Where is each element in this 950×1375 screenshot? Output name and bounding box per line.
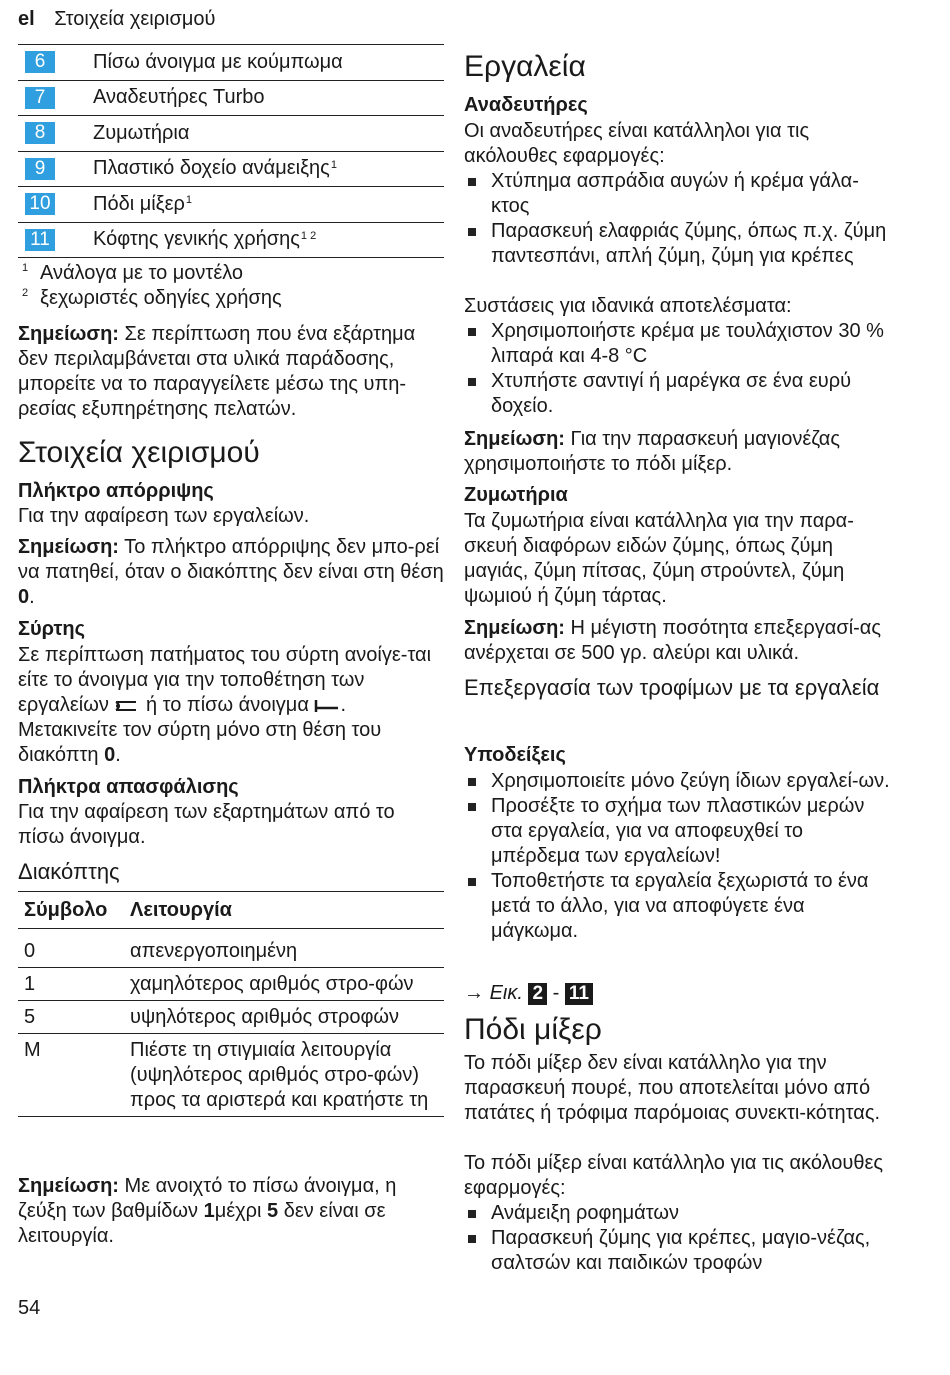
bullet-list [464,169,894,269]
subheading: Πλήκτρα απασφάλισης [18,776,239,798]
parts-table [18,44,444,258]
part-number-badge: 10 [25,193,55,215]
subheading: Αναδευτήρες [464,94,588,116]
note-paragraph: Σημείωση: Με ανοιχτό το πίσω άνοιγμα, η ζεύξη των βαθμίδων 1μέχρι 5 δεν είναι σε λειτουργία. [18,1175,397,1247]
section-heading: Πόδι μίξερ [464,1013,602,1046]
switch-table-row: M Πιέστε τη στιγμιαία λειτουργία (υψηλότερος αριθμός στρο-φών) προς τα αριστερά και κρατήστε τη [18,1034,444,1117]
language-code: el [18,8,35,30]
list-item: Χρησιμοποιήστε κρέμα με τουλάχιστον 30 % λιπαρά και 4-8 °C [464,319,894,369]
paragraph: Συστάσεις για ιδανικά αποτελέσματα: [464,295,792,317]
arrow-icon: → [464,982,484,1004]
parts-row [18,81,444,117]
part-number-badge: 6 [25,51,55,73]
note-paragraph: Σημείωση: Η μέγιστη ποσότητα επεξεργασί-ας ανέρχεται σε 500 γρ. αλεύρι και υλικά. [464,617,882,664]
paragraph: Σε περίπτωση πατήματος του σύρτη ανοίγε-ται είτε το άνοιγμα για την τοποθέτηση των εργαλείων ή το πίσω άνοιγμα . Μετακινείτε τον σύρτη μόνο στη θέση του διακόπτη 0. [18,644,432,766]
figure-badge: 11 [565,983,593,1005]
footnote: 1 Ανάλογα με το μοντέλο [22,262,244,284]
part-label: Πίσω άνοιγμα με κούμπωμα [93,50,343,73]
subheading: Επεξεργασία των τροφίμων με τα εργαλεία [464,675,880,700]
list-item: Τοποθετήστε τα εργαλεία ξεχωριστά το ένα μετά το άλλο, για να αποφύγετε ένα μάγκωμα. [464,869,894,944]
parts-row [18,152,444,188]
switch-table-row: 5 υψηλότερος αριθμός στροφών [18,1001,444,1034]
part-label: Πόδι μίξερ [93,192,185,215]
footnote-ref: 1 [185,194,193,207]
bullet-list [464,769,894,944]
list-item: Χτυπήστε σαντιγί ή μαρέγκα σε ένα ευρύ δοχείο. [464,369,894,419]
section-heading: Στοιχεία χειρισμού [18,436,260,469]
note-paragraph: Σημείωση: Σε περίπτωση που ένα εξάρτημα δεν περιλαμβάνεται στα υλικά παράδοσης, μπορείτε να το παραγγείλετε μέσω της υπη-ρεσίας εξυπηρέτησης πελατών. [18,323,416,420]
part-number-badge: 11 [25,229,55,251]
paragraph: Οι αναδευτήρες είναι κατάλληλοι για τις ακόλουθες εφαρμογές: [464,120,810,167]
parts-row [18,187,444,223]
part-number-badge: 7 [25,87,55,109]
footnote-ref: 1 [330,158,337,171]
switch-table-row: 0 απενεργοποιημένη [18,935,444,968]
header-title: Στοιχεία χειρισμού [54,8,216,30]
paragraph: Για την αφαίρεση των εξαρτημάτων από το πίσω άνοιγμα. [18,801,395,848]
footnote-ref: 1 2 [300,229,317,242]
paragraph: Το πόδι μίξερ είναι κατάλληλο για τις ακόλουθες εφαρμογές: [464,1152,884,1199]
page-header [18,8,215,31]
bullet-list [464,319,894,419]
switch-table [18,891,444,1117]
paragraph: Τα ζυμωτήρια είναι κατάλληλα για την παρα-σκευή διαφόρων ειδών ζύμης, όπως ζύμη μαγιάς, ζύμη πίτσας, ζύμη στρούντελ, ζύμη ψωμιού ή ζύμη τάρτας. [464,510,854,607]
parts-row [18,45,444,81]
subheading: Ζυμωτήρια [464,484,568,506]
page-number: 54 [18,1297,41,1319]
note-paragraph: Σημείωση: Για την παρασκευή μαγιονέζας χρησιμοποιήστε το πόδι μίξερ. [464,428,840,475]
parts-row [18,116,444,152]
switch-table-header: Σύμβολο Λειτουργία [18,892,444,929]
list-item: Χρησιμοποιείτε μόνο ζεύγη ίδιων εργαλεί-ων. [464,769,894,794]
switch-table-row: 1 χαμηλότερος αριθμός στρο-φών [18,968,444,1001]
list-item: Παρασκευή ζύμης για κρέπες, μαγιο-νέζας, σαλτσών και παιδικών τροφών [464,1226,894,1276]
subheading: Υποδείξεις [464,744,566,766]
bullet-list [464,1201,894,1276]
list-item: Χτύπημα ασπράδια αυγών ή κρέμα γάλα-κτος [464,169,894,219]
part-label: Κόφτης γενικής χρήσης [93,228,300,251]
list-item: Παρασκευή ελαφριάς ζύμης, όπως π.χ. ζύμη παντεσπάνι, απλή ζύμη, ζύμη για κρέπες [464,219,894,269]
footnote: 2 ξεχωριστές οδηγίες χρήσης [22,287,282,309]
part-label: Πλαστικό δοχείο ανάμειξης [93,157,330,180]
part-label: Αναδευτήρες Turbo [93,86,265,109]
figure-badge: 2 [528,983,547,1005]
subheading: Σύρτης [18,618,86,640]
list-item: Ανάμειξη ροφημάτων [464,1201,894,1226]
part-label: Ζυμωτήρια [93,121,190,144]
rear-opening-icon [314,698,340,714]
section-heading: Εργαλεία [464,50,586,83]
subheading: Διακόπτης [18,859,120,884]
paragraph: Το πόδι μίξερ δεν είναι κατάλληλο για την παρασκευή πουρέ, που αποτελείται μόνο από πατάτες ή τρόφιμα παρόμοιας συνεκτι-κότητας. [464,1052,881,1124]
paragraph: Για την αφαίρεση των εργαλείων. [18,505,310,527]
parts-row [18,223,444,259]
part-number-badge: 8 [25,122,55,144]
tool-insert-icon [114,698,140,714]
list-item: Προσέξτε το σχήμα των πλαστικών μερών στα εργαλεία, για να αποφευχθεί το μπέρδεμα των εργαλείων! [464,794,894,869]
subheading: Πλήκτρο απόρριψης [18,480,214,502]
note-paragraph: Σημείωση: Το πλήκτρο απόρριψης δεν μπο-ρεί να πατηθεί, όταν ο διακόπτης δεν είναι στη θέση 0. [18,536,444,608]
part-number-badge: 9 [25,158,55,180]
figure-reference: → Εικ. 2 - 11 [464,981,593,1006]
